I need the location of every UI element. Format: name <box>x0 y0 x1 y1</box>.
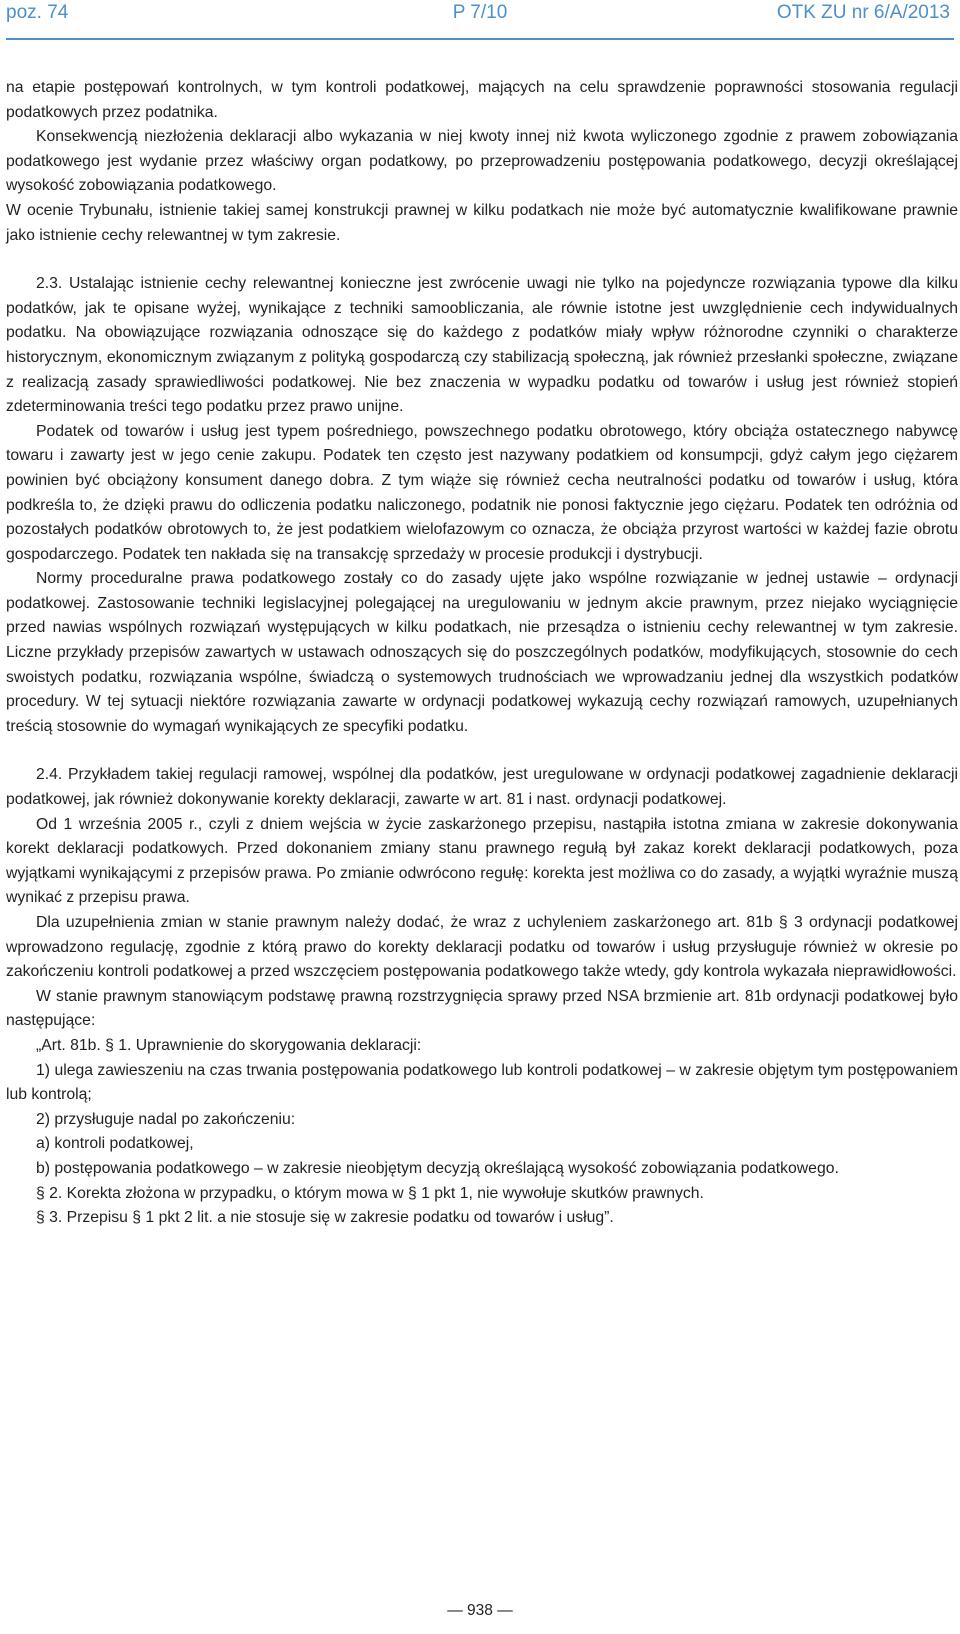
header-position: poz. 74 <box>6 2 69 23</box>
paragraph: Podatek od towarów i usług jest typem pośredniego, powszechnego podatku obrotowego, który obciąża ostatecznego nabywcę towaru i zawarty jest w jego cenie zakupu. Podatek ten często jest nazywany podatkiem od konsumpcji, gdyż całym jego ciężarem powinien być obciążony konsument danego dobra. Z tym wiąże się również cecha neutralności podatku od towarów i usług, która podkreśla to, że dzięki prawu do odliczenia podatku naliczonego, podatnik nie ponosi faktycznie jego ciężaru. Podatek ten odróżnia od pozostałych podatków obrotowych to, że jest podatkiem wielofazowym co oznacza, że obciąża przyrost wartości w każdej fazie obrotu gospodarczego. Podatek ten nakłada się na transakcję sprzedaży w procesie produkcji i dystrybucji. <box>6 422 958 563</box>
quote-line: a) kontroli podatkowej, <box>36 1135 194 1153</box>
quote-line: „Art. 81b. § 1. Uprawnienie do skorygowania deklaracji: <box>36 1036 422 1054</box>
document-body <box>6 76 958 1231</box>
quote-line: 2) przysługuje nadal po zakończeniu: <box>36 1110 296 1128</box>
paragraph: W stanie prawnym stanowiącym podstawę prawną rozstrzygnięcia sprawy przed NSA brzmienie art. 81b ordynacji podatkowej było następujące: <box>6 987 958 1030</box>
quote-line: 1) ulega zawieszeniu na czas trwania postępowania podatkowego lub kontroli podatkowej – w zakresie objętym tym postępowaniem lub kontrolą; <box>6 1061 958 1104</box>
paragraph: W ocenie Trybunału, istnienie takiej samej konstrukcji prawnej w kilku podatkach nie może być automatycznie kwalifikowane prawnie jako istnienie cechy relewantnej w tym zakresie. <box>6 201 958 244</box>
quote-line: b) postępowania podatkowego – w zakresie nieobjętym decyzją określającą wysokość zobowiązania podatkowego. <box>36 1159 839 1177</box>
header-case-number: P 7/10 <box>452 2 508 23</box>
paragraph: Konsekwencją niezłożenia deklaracji albo wykazania w niej kwoty innej niż kwota wyliczonego zgodnie z prawem zobowiązania podatkowego jest wydanie przez właściwy organ podatkowy, po przeprowadzeniu postępowania podatkowego, decyzji określającej wysokość zobowiązania podatkowego. <box>6 128 958 195</box>
paragraph: 2.3. Ustalając istnienie cechy relewantnej konieczne jest zwrócenie uwagi nie tylko na pojedyncze rozwiązania typowe dla kilku podatków, jak te opisane wyżej, wynikające z techniki samoobliczania, ale równie istotne jest uwzględnienie cech indywidualnych podatku. Na obowiązujące rozwiązania odnoszące się do każdego z podatków miały wpływ różnorodne czynniki o charakterze historycznym, ekonomicznym związanym z polityką gospodarczą czy stabilizacją społeczną, jak również przesłanki społeczne, związane z realizacją zasady sprawiedliwości podatkowej. Nie bez znaczenia w wypadku podatku od towarów i usług jest również stopień zdeterminowania treści tego podatku przez prawo unijne. <box>6 275 958 416</box>
quote-line: § 2. Korekta złożona w przypadku, o którym mowa w § 1 pkt 1, nie wywołuje skutków prawnych. <box>36 1184 704 1202</box>
paragraph: Dla uzupełnienia zmian w stanie prawnym należy dodać, że wraz z uchyleniem zaskarżonego art. 81b § 3 ordynacji podatkowej wprowadzono regulację, zgodnie z którą prawo do korekty deklaracji podatku od towarów i usług przysługuje również w okresie po zakończeniu kontroli podatkowej a przed wszczęciem postępowania podatkowego także wtedy, gdy kontrola wykazała nieprawidłowości. <box>6 914 958 981</box>
paragraph: Od 1 września 2005 r., czyli z dniem wejścia w życie zaskarżonego przepisu, nastąpiła istotna zmiana w zakresie dokonywania korekt deklaracji podatkowych. Przed dokonaniem zmiany stanu prawnego regułą był zakaz korekt deklaracji podatkowych, poza wyjątkami wynikającymi z przepisów prawa. Po zmianie odwrócono regułę: korekta jest możliwa co do zasady, a wyjątki wyraźnie muszą wynikać z przepisu prawa. <box>6 815 958 907</box>
paragraph: Normy proceduralne prawa podatkowego zostały co do zasady ujęte jako wspólne rozwiązanie w jednej ustawie – ordynacji podatkowej. Zastosowanie techniki legislacyjnej polegającej na uregulowaniu w jednym akcie prawnym, przez niejako wyciągnięcie przed nawias wspólnych rozwiązań występujących w kilku podatkach, nie przesądza o istnieniu cechy relewantnej w tym zakresie. Liczne przykłady przepisów zawartych w ustawach odnoszących się do poszczególnych podatków, modyfikujących, stosownie do cech swoistych podatku, rozwiązania wspólne, świadczą o systemowych trudnościach we wprowadzaniu jednej dla wszystkich podatków procedury. W tej sytuacji niektóre rozwiązania zawarte w ordynacji podatkowej wykazują cechy rozwiązań ramowych, uzupełnianych treścią stosownie do wymagań wynikających ze specyfiki podatku. <box>6 570 958 735</box>
quote-line: § 3. Przepisu § 1 pkt 2 lit. a nie stosuje się w zakresie podatku od towarów i usług”. <box>36 1209 614 1227</box>
header-journal: OTK ZU nr 6/A/2013 <box>776 2 950 23</box>
paragraph: na etapie postępowań kontrolnych, w tym kontroli podatkowej, mających na celu sprawdzenie poprawności stosowania regulacji podatkowych przez podatnika. <box>6 79 958 121</box>
paragraph: 2.4. Przykładem takiej regulacji ramowej, wspólnej dla podatków, jest uregulowane w ordynacji podatkowej zagadnienie deklaracji podatkowej, jak również dokonywanie korekty deklaracji, zawarte w art. 81 i nast. ordynacji podatkowej. <box>6 766 958 809</box>
page-number: — 938 — <box>447 1602 513 1619</box>
header-divider <box>6 38 954 40</box>
page-header <box>0 0 960 38</box>
